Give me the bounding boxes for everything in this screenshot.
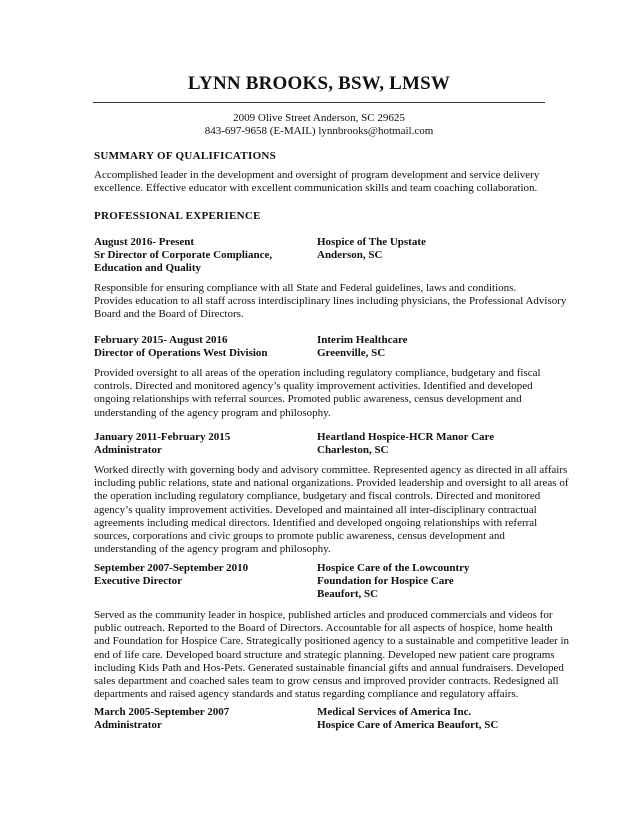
description-line: sales department and coached sales team to grow census and improved provider contracts. Redesigned all [94,675,559,688]
employer-block [317,706,557,732]
description-line: Served as the community leader in hospice, published articles and produced commercials and videos for [94,609,553,621]
job-title-block [94,236,314,276]
description-line: understanding of the agency program and philosophy. [94,406,331,419]
employer-block [317,562,557,602]
resume-name: LYNN BROOKS, BSW, LMSW [187,73,451,94]
summary-heading: SUMMARY OF QUALIFICATIONS [94,150,277,162]
employer-location: Charleston, SC [317,444,389,457]
address-line: 2009 Olive Street Anderson, SC 29625 [233,112,405,124]
employer-name: Medical Services of America Inc. [317,706,472,718]
description-line: Provides education to all staff across interdisciplinary lines including physicians, the Professional Advisory [94,295,567,308]
employer-name: Hospice Care of America Beaufort, SC [317,719,499,732]
job-title: Administrator [94,719,162,732]
employer-name: Hospice of The Upstate [317,236,426,248]
description-line: controls. Directed and monitored agency’s quality improvement activities. Identified and developed [94,380,533,393]
employer-name: Heartland Hospice-HCR Manor Care [317,431,495,443]
summary-line: excellence. Effective educator with excellent communication skills and team coaching collaboration. [94,182,538,195]
description-line: understanding of the agency program and philosophy. [94,543,331,556]
employer-name: Hospice Care of the Lowcountry [317,562,470,574]
description-line: Worked directly with governing body and advisory committee. Represented agency as directed in all affairs [94,464,568,476]
summary-text [94,169,554,195]
summary-line: Accomplished leader in the development and oversight of program development and service delivery [94,169,540,181]
job-title: Sr Director of Corporate Compliance, [94,249,273,262]
description-line: including public relations, state and national organizations. Provided leadership and oversight to all areas of [94,477,569,490]
job-title-block [94,431,314,457]
job-dates: September 2007-September 2010 [94,562,249,574]
job-description [94,609,569,701]
job-dates: February 2015- August 2016 [94,334,228,346]
job-title: Education and Quality [94,262,201,275]
employer-location: Beaufort, SC [317,588,379,601]
contact-line: 843-697-9658 (E-MAIL) lynnbrooks@hotmail.com [204,125,434,137]
job-description [94,282,567,322]
employer-location: Anderson, SC [317,249,383,262]
job-title-block [94,562,314,588]
job-title: Director of Operations West Division [94,347,268,360]
description-line: the operation including regulatory compliance, budgetary and fiscal controls. Directed and monitored [94,490,541,503]
job-title: Executive Director [94,575,183,588]
description-line: Provided oversight to all areas of the operation including regulatory compliance, budgetary and fiscal [94,367,541,379]
description-line: agency’s quality improvement activities. Developed and maintained all inter-disciplinary contractual [94,503,537,516]
job-description [94,464,569,556]
description-line: agreements including medical directors. Identified and developed ongoing relationships with referral [94,516,538,529]
employer-block [317,431,557,457]
description-line: departments and raised agency standards and status regarding compliance and regulatory affairs. [94,688,519,701]
header-divider [93,102,545,103]
job-dates: August 2016- Present [94,236,195,248]
employer-name: Interim Healthcare [317,334,408,346]
experience-heading: PROFESSIONAL EXPERIENCE [94,210,261,222]
description-line: sources, corporations and civic groups to promote public awareness, census development and [94,530,505,543]
employer-block [317,236,557,262]
job-description [94,367,554,420]
description-line: including Kids Path and Hos-Pets. Generated sustainable financial gifts and annual fundraisers. Developed [94,661,564,674]
description-line: Board and the Board of Directors. [94,308,244,321]
job-title-block [94,334,314,360]
description-line: and Foundation for Hospice Care. Strategically positioned agency to a sustainable and competitive leader in [94,635,569,648]
description-line: end of life care. Developed board structure and strategic planning. Developed new patient care programs [94,648,555,661]
description-line: Responsible for ensuring compliance with all State and Federal guidelines, laws and conditions. [94,282,517,294]
description-line: public outreach. Reported to the Board of Directors. Accountable for all aspects of hospice, home health [94,622,553,635]
description-line: ongoing relationships with referral sources. Promoted public awareness, census development and [94,393,522,406]
job-dates: January 2011-February 2015 [94,431,231,443]
job-title-block [94,706,314,732]
job-title: Administrator [94,444,162,457]
employer-block [317,334,557,360]
employer-location: Greenville, SC [317,347,386,360]
job-dates: March 2005-September 2007 [94,706,230,718]
employer-name: Foundation for Hospice Care [317,575,454,588]
